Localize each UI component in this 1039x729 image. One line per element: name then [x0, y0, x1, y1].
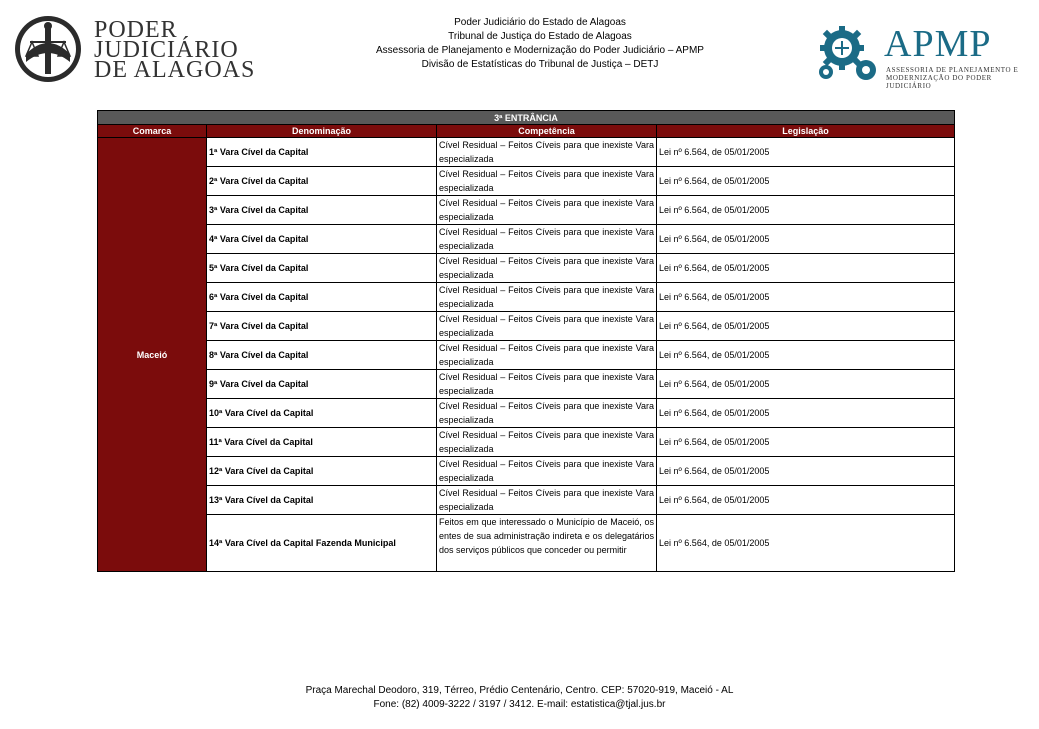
denominacao-cell: 13ª Vara Cível da Capital — [207, 486, 437, 515]
apmp-wordmark: APMP — [884, 23, 992, 65]
header-line-2: Tribunal de Justiça do Estado de Alagoas — [448, 31, 632, 42]
table-row — [98, 486, 955, 515]
competencia-cell: Cível Residual – Feitos Cíveis para que inexiste Vara especializada — [437, 457, 657, 486]
legislacao-cell: Lei nº 6.564, de 05/01/2005 — [657, 254, 955, 283]
denominacao-cell: 9ª Vara Cível da Capital — [207, 370, 437, 399]
legislacao-cell: Lei nº 6.564, de 05/01/2005 — [657, 312, 955, 341]
page-footer — [0, 684, 1039, 712]
competencia-cell: Cível Residual – Feitos Cíveis para que inexiste Vara especializada — [437, 138, 657, 167]
denominacao-cell: 2ª Vara Cível da Capital — [207, 167, 437, 196]
legislacao-cell: Lei nº 6.564, de 05/01/2005 — [657, 428, 955, 457]
competencia-cell: Cível Residual – Feitos Cíveis para que inexiste Vara especializada — [437, 370, 657, 399]
table-row — [98, 428, 955, 457]
denominacao-cell: 12ª Vara Cível da Capital — [207, 457, 437, 486]
competencia-cell: Cível Residual – Feitos Cíveis para que inexiste Vara especializada — [437, 341, 657, 370]
table-row — [98, 399, 955, 428]
gears-icon — [812, 24, 882, 86]
logo-line-3: DE ALAGOAS — [94, 57, 256, 83]
apmp-logo — [812, 22, 1032, 90]
competencia-cell: Cível Residual – Feitos Cíveis para que inexiste Vara especializada — [437, 399, 657, 428]
legislacao-cell: Lei nº 6.564, de 05/01/2005 — [657, 515, 955, 572]
varas-table — [97, 110, 955, 572]
competencia-cell: Cível Residual – Feitos Cíveis para que inexiste Vara especializada — [437, 196, 657, 225]
table-row — [98, 341, 955, 370]
legislacao-cell: Lei nº 6.564, de 05/01/2005 — [657, 399, 955, 428]
poder-judiciario-logo — [12, 14, 256, 84]
competencia-cell: Cível Residual – Feitos Cíveis para que inexiste Vara especializada — [437, 283, 657, 312]
denominacao-cell: 1ª Vara Cível da Capital — [207, 138, 437, 167]
logo-line-2: JUDICIÁRIO — [94, 37, 239, 63]
denominacao-cell: 8ª Vara Cível da Capital — [207, 341, 437, 370]
apmp-subtitle-line-1: ASSESSORIA DE PLANEJAMENTO E — [886, 66, 1019, 74]
column-header-legislacao: Legislação — [657, 125, 955, 138]
table-row — [98, 370, 955, 399]
header-line-4: Divisão de Estatísticas do Tribunal de Justiça – DETJ — [421, 59, 659, 70]
denominacao-cell: 6ª Vara Cível da Capital — [207, 283, 437, 312]
denominacao-cell: 10ª Vara Cível da Capital — [207, 399, 437, 428]
table-title-row — [98, 111, 955, 125]
footer-contact: Fone: (82) 4009-3222 / 3197 / 3412. E-mail: estatistica@tjal.jus.br — [373, 699, 666, 710]
logo-line-1: PODER — [94, 17, 178, 43]
denominacao-cell: 5ª Vara Cível da Capital — [207, 254, 437, 283]
table-body — [98, 138, 955, 572]
legislacao-cell: Lei nº 6.564, de 05/01/2005 — [657, 167, 955, 196]
table-title: 3ª ENTRÂNCIA — [98, 111, 955, 125]
table-row — [98, 167, 955, 196]
legislacao-cell: Lei nº 6.564, de 05/01/2005 — [657, 370, 955, 399]
header-text — [300, 16, 780, 72]
comarca-cell: Maceió — [98, 138, 207, 572]
legislacao-cell: Lei nº 6.564, de 05/01/2005 — [657, 196, 955, 225]
column-header-competencia: Competência — [437, 125, 657, 138]
table-row — [98, 254, 955, 283]
table-row — [98, 283, 955, 312]
table-row — [98, 312, 955, 341]
competencia-cell: Cível Residual – Feitos Cíveis para que inexiste Vara especializada — [437, 254, 657, 283]
competencia-cell: Cível Residual – Feitos Cíveis para que inexiste Vara especializada — [437, 167, 657, 196]
legislacao-cell: Lei nº 6.564, de 05/01/2005 — [657, 486, 955, 515]
table-row — [98, 225, 955, 254]
header-line-3: Assessoria de Planejamento e Modernização do Poder Judiciário – APMP — [376, 45, 704, 56]
legislacao-cell: Lei nº 6.564, de 05/01/2005 — [657, 225, 955, 254]
table-row — [98, 457, 955, 486]
column-header-denominacao: Denominação — [207, 125, 437, 138]
scales-of-justice-icon — [12, 14, 84, 84]
competencia-cell: Cível Residual – Feitos Cíveis para que inexiste Vara especializada — [437, 486, 657, 515]
table-row — [98, 138, 955, 167]
denominacao-cell: 14ª Vara Cível da Capital Fazenda Municipal — [207, 515, 437, 572]
competencia-cell: Cível Residual – Feitos Cíveis para que inexiste Vara especializada — [437, 225, 657, 254]
legislacao-cell: Lei nº 6.564, de 05/01/2005 — [657, 457, 955, 486]
competencia-cell: Cível Residual – Feitos Cíveis para que inexiste Vara especializada — [437, 428, 657, 457]
column-header-comarca: Comarca — [98, 125, 207, 138]
legislacao-cell: Lei nº 6.564, de 05/01/2005 — [657, 138, 955, 167]
apmp-subtitle-line-2: MODERNIZAÇÃO DO PODER JUDICIÁRIO — [886, 74, 992, 90]
denominacao-cell: 4ª Vara Cível da Capital — [207, 225, 437, 254]
header-line-1: Poder Judiciário do Estado de Alagoas — [454, 17, 626, 28]
logo-wordmark — [94, 17, 256, 83]
competencia-cell: Feitos em que interessado o Município de Maceió, os entes de sua administração indireta e os delegatários dos serviços públicos que conceder ou permitir — [437, 515, 657, 572]
table-row — [98, 196, 955, 225]
competencia-cell: Cível Residual – Feitos Cíveis para que inexiste Vara especializada — [437, 312, 657, 341]
legislacao-cell: Lei nº 6.564, de 05/01/2005 — [657, 341, 955, 370]
apmp-subtitle — [886, 66, 1032, 90]
denominacao-cell: 11ª Vara Cível da Capital — [207, 428, 437, 457]
denominacao-cell: 3ª Vara Cível da Capital — [207, 196, 437, 225]
footer-address: Praça Marechal Deodoro, 319, Térreo, Prédio Centenário, Centro. CEP: 57020-919, Maceió - AL — [305, 685, 734, 696]
denominacao-cell: 7ª Vara Cível da Capital — [207, 312, 437, 341]
table-row — [98, 515, 955, 572]
table-header-row — [98, 125, 955, 138]
legislacao-cell: Lei nº 6.564, de 05/01/2005 — [657, 283, 955, 312]
